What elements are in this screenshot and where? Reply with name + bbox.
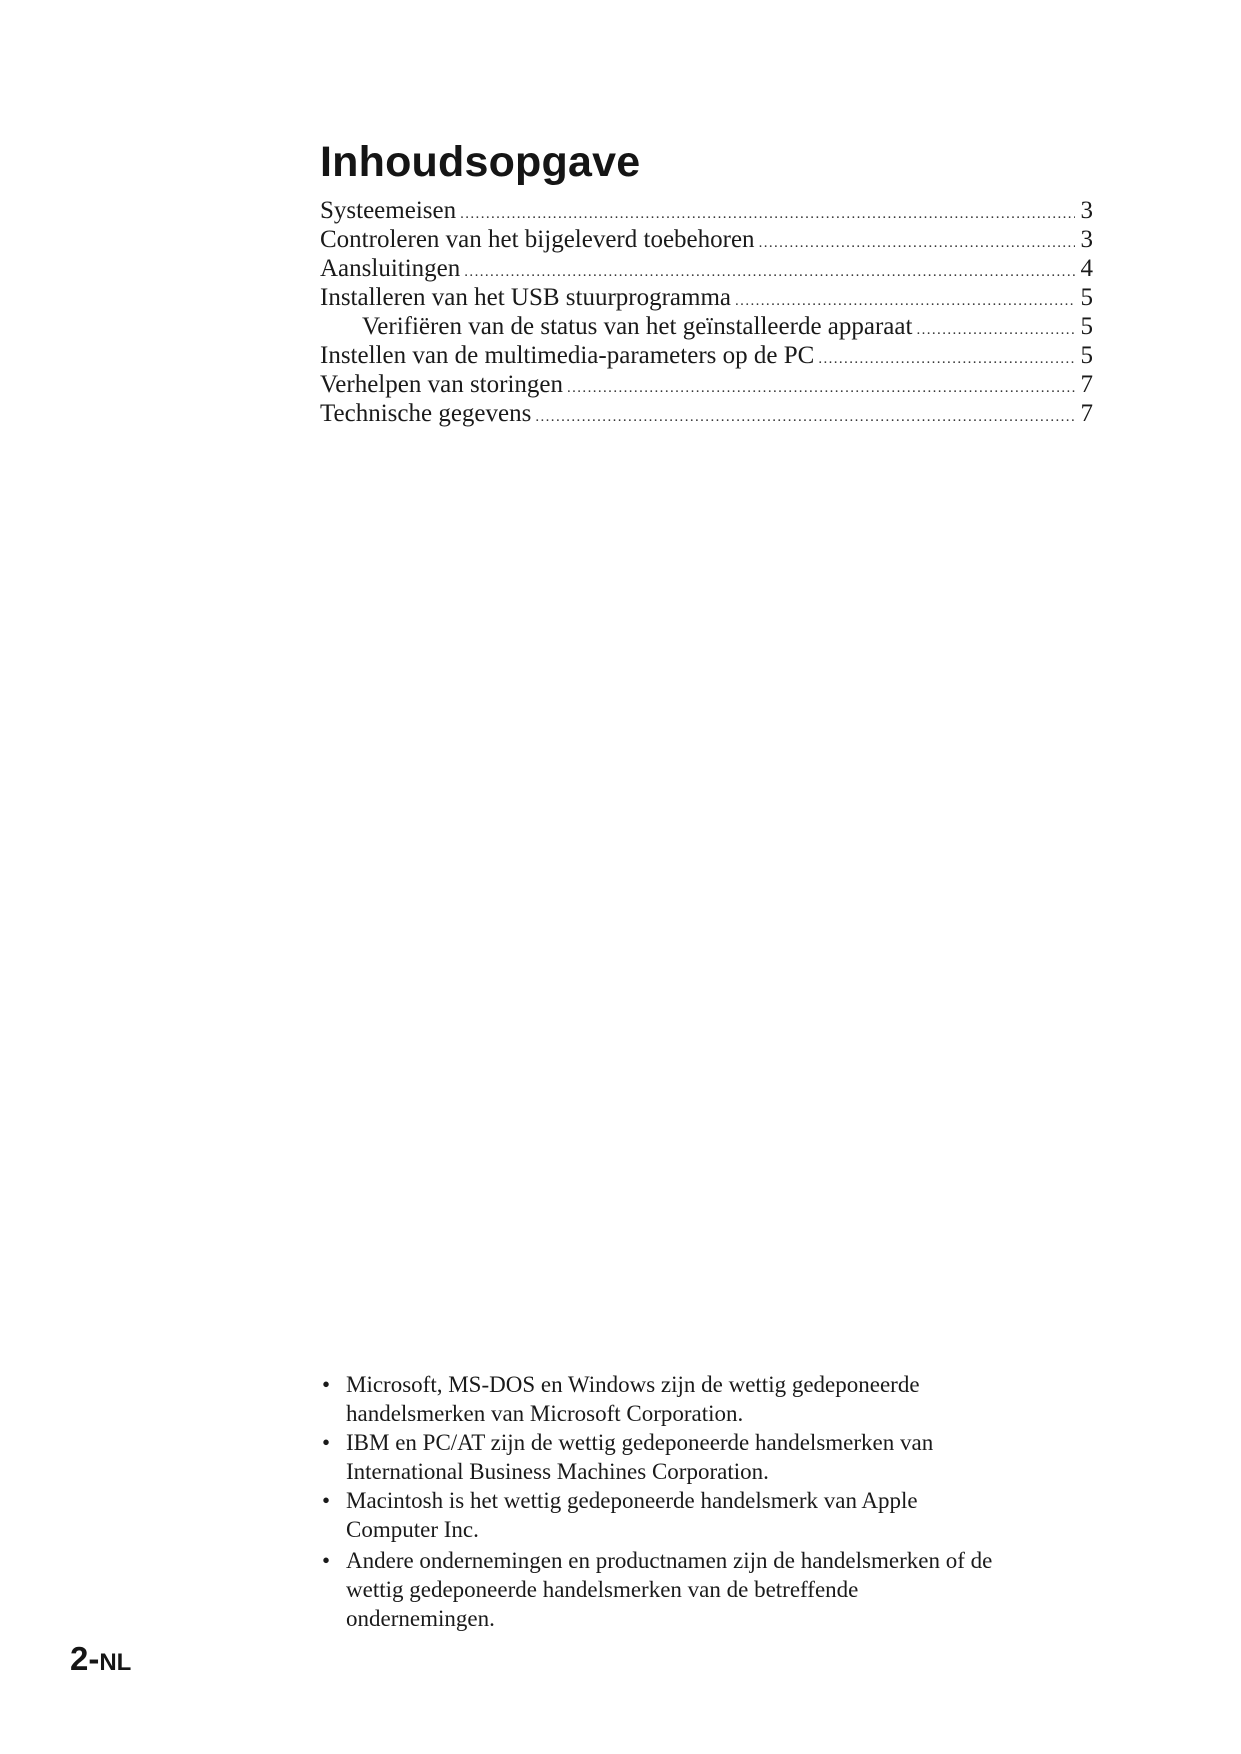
note-line: International Business Machines Corporation. <box>346 1459 769 1484</box>
toc-entry-page: 3 <box>1080 197 1093 224</box>
toc-entry <box>320 254 1093 283</box>
table-of-contents <box>320 196 1093 428</box>
page-title: Inhoudsopgave <box>320 137 641 186</box>
toc-entry-label: Installeren van het USB stuurprogramma <box>320 284 732 311</box>
toc-entry-label: Instellen van de multimedia-parameters op de PC <box>320 342 815 369</box>
toc-leader-dots <box>567 374 1075 403</box>
note-line: handelsmerken van Microsoft Corporation. <box>346 1401 744 1426</box>
note-line: wettig gedeponeerde handelsmerken van de betreffende <box>346 1577 859 1602</box>
toc-entry-label: Aansluitingen <box>320 255 461 282</box>
toc-entry-label: Systeemeisen <box>320 197 457 224</box>
toc-entry <box>320 370 1093 399</box>
trademark-note <box>322 1546 1122 1633</box>
toc-leader-dots <box>916 316 1074 345</box>
note-line: Computer Inc. <box>346 1517 479 1542</box>
toc-entry-page: 5 <box>1080 284 1093 311</box>
toc-entry <box>320 283 1093 312</box>
toc-entry <box>320 225 1093 254</box>
toc-leader-dots <box>818 345 1074 374</box>
toc-entry-label: Verifiëren van de status van het geïnstalleerde apparaat <box>362 313 913 340</box>
trademark-note <box>322 1486 1122 1544</box>
trademark-notes <box>322 1370 1122 1633</box>
note-line: ondernemingen. <box>346 1606 495 1631</box>
toc-leader-dots <box>535 403 1074 432</box>
toc-leader-dots <box>759 229 1075 258</box>
bullet-icon: • <box>322 1488 331 1513</box>
toc-entry-page: 5 <box>1080 313 1093 340</box>
toc-entry-page: 7 <box>1080 400 1093 427</box>
page-number-value: 2- <box>70 1640 100 1677</box>
toc-entry-page: 5 <box>1080 342 1093 369</box>
toc-entry <box>320 399 1093 428</box>
toc-entry-label: Technische gegevens <box>320 400 532 427</box>
toc-entry <box>320 341 1093 370</box>
note-line: Andere ondernemingen en productnamen zijn de handelsmerken of de <box>346 1548 993 1573</box>
toc-entry <box>320 196 1093 225</box>
toc-entry-page: 4 <box>1080 255 1093 282</box>
note-line: IBM en PC/AT zijn de wettig gedeponeerde handelsmerken van <box>346 1430 934 1455</box>
note-line: Macintosh is het wettig gedeponeerde handelsmerk van Apple <box>346 1488 918 1513</box>
bullet-icon: • <box>322 1430 331 1455</box>
toc-entry-page: 7 <box>1080 371 1093 398</box>
bullet-icon: • <box>322 1372 331 1397</box>
note-line: Microsoft, MS-DOS en Windows zijn de wettig gedeponeerde <box>346 1372 920 1397</box>
toc-entry-label: Controleren van het bijgeleverd toebehoren <box>320 226 755 253</box>
bullet-icon: • <box>322 1548 331 1573</box>
trademark-note <box>322 1370 1122 1428</box>
page-language-code: NL <box>99 1649 132 1676</box>
toc-entry-page: 3 <box>1080 226 1093 253</box>
toc-entry-label: Verhelpen van storingen <box>320 371 563 398</box>
toc-subentry <box>320 312 1093 341</box>
page-number <box>70 1640 131 1678</box>
trademark-note <box>322 1428 1122 1486</box>
